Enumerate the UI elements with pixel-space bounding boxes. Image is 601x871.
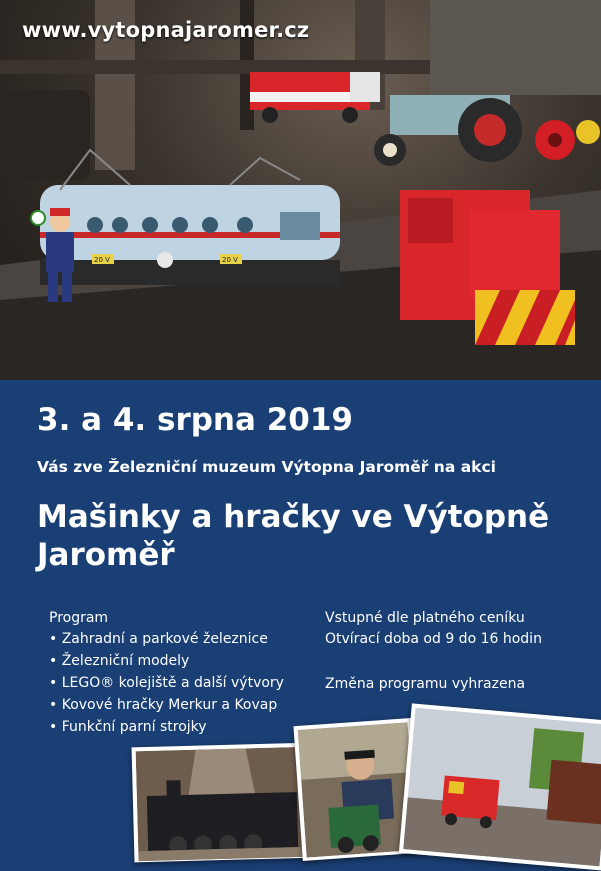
program-item: • Funkční parní strojky <box>49 719 207 735</box>
program-list <box>49 631 284 741</box>
program-item: • Kovové hračky Merkur a Kovap <box>49 697 278 713</box>
program-heading: Program <box>49 610 109 626</box>
event-date: 3. a 4. srpna 2019 <box>37 402 353 438</box>
hero-photo <box>0 0 601 380</box>
invitation-text: Vás zve Železniční muzeum Výtopna Jaroměř na akci <box>37 458 496 476</box>
photo-steam-loco <box>132 743 315 863</box>
toy-trains-scene <box>0 0 601 380</box>
program-note: Změna programu vyhrazena <box>325 676 526 692</box>
event-title: Mašinky a hračky ve Výtopně Jaroměř <box>37 499 550 573</box>
website-url[interactable]: www.vytopnajaromer.cz <box>22 18 310 42</box>
program-item: • Zahradní a parkové železnice <box>49 631 268 647</box>
lego-train-image <box>403 708 601 867</box>
admission-info: Vstupné dle platného ceníku <box>325 610 525 626</box>
program-item: • LEGO® kolejiště a další výtvory <box>49 675 284 691</box>
steam-loco-image <box>136 747 311 861</box>
garden-railway-image <box>298 722 417 857</box>
program-item: • Železniční modely <box>49 653 190 669</box>
loco-label-right: 20 V <box>222 256 238 264</box>
loco-label-left: 20 V <box>94 256 110 264</box>
photo-lego-train <box>399 703 601 870</box>
opening-hours: Otvírací doba od 9 do 16 hodin <box>325 631 542 647</box>
